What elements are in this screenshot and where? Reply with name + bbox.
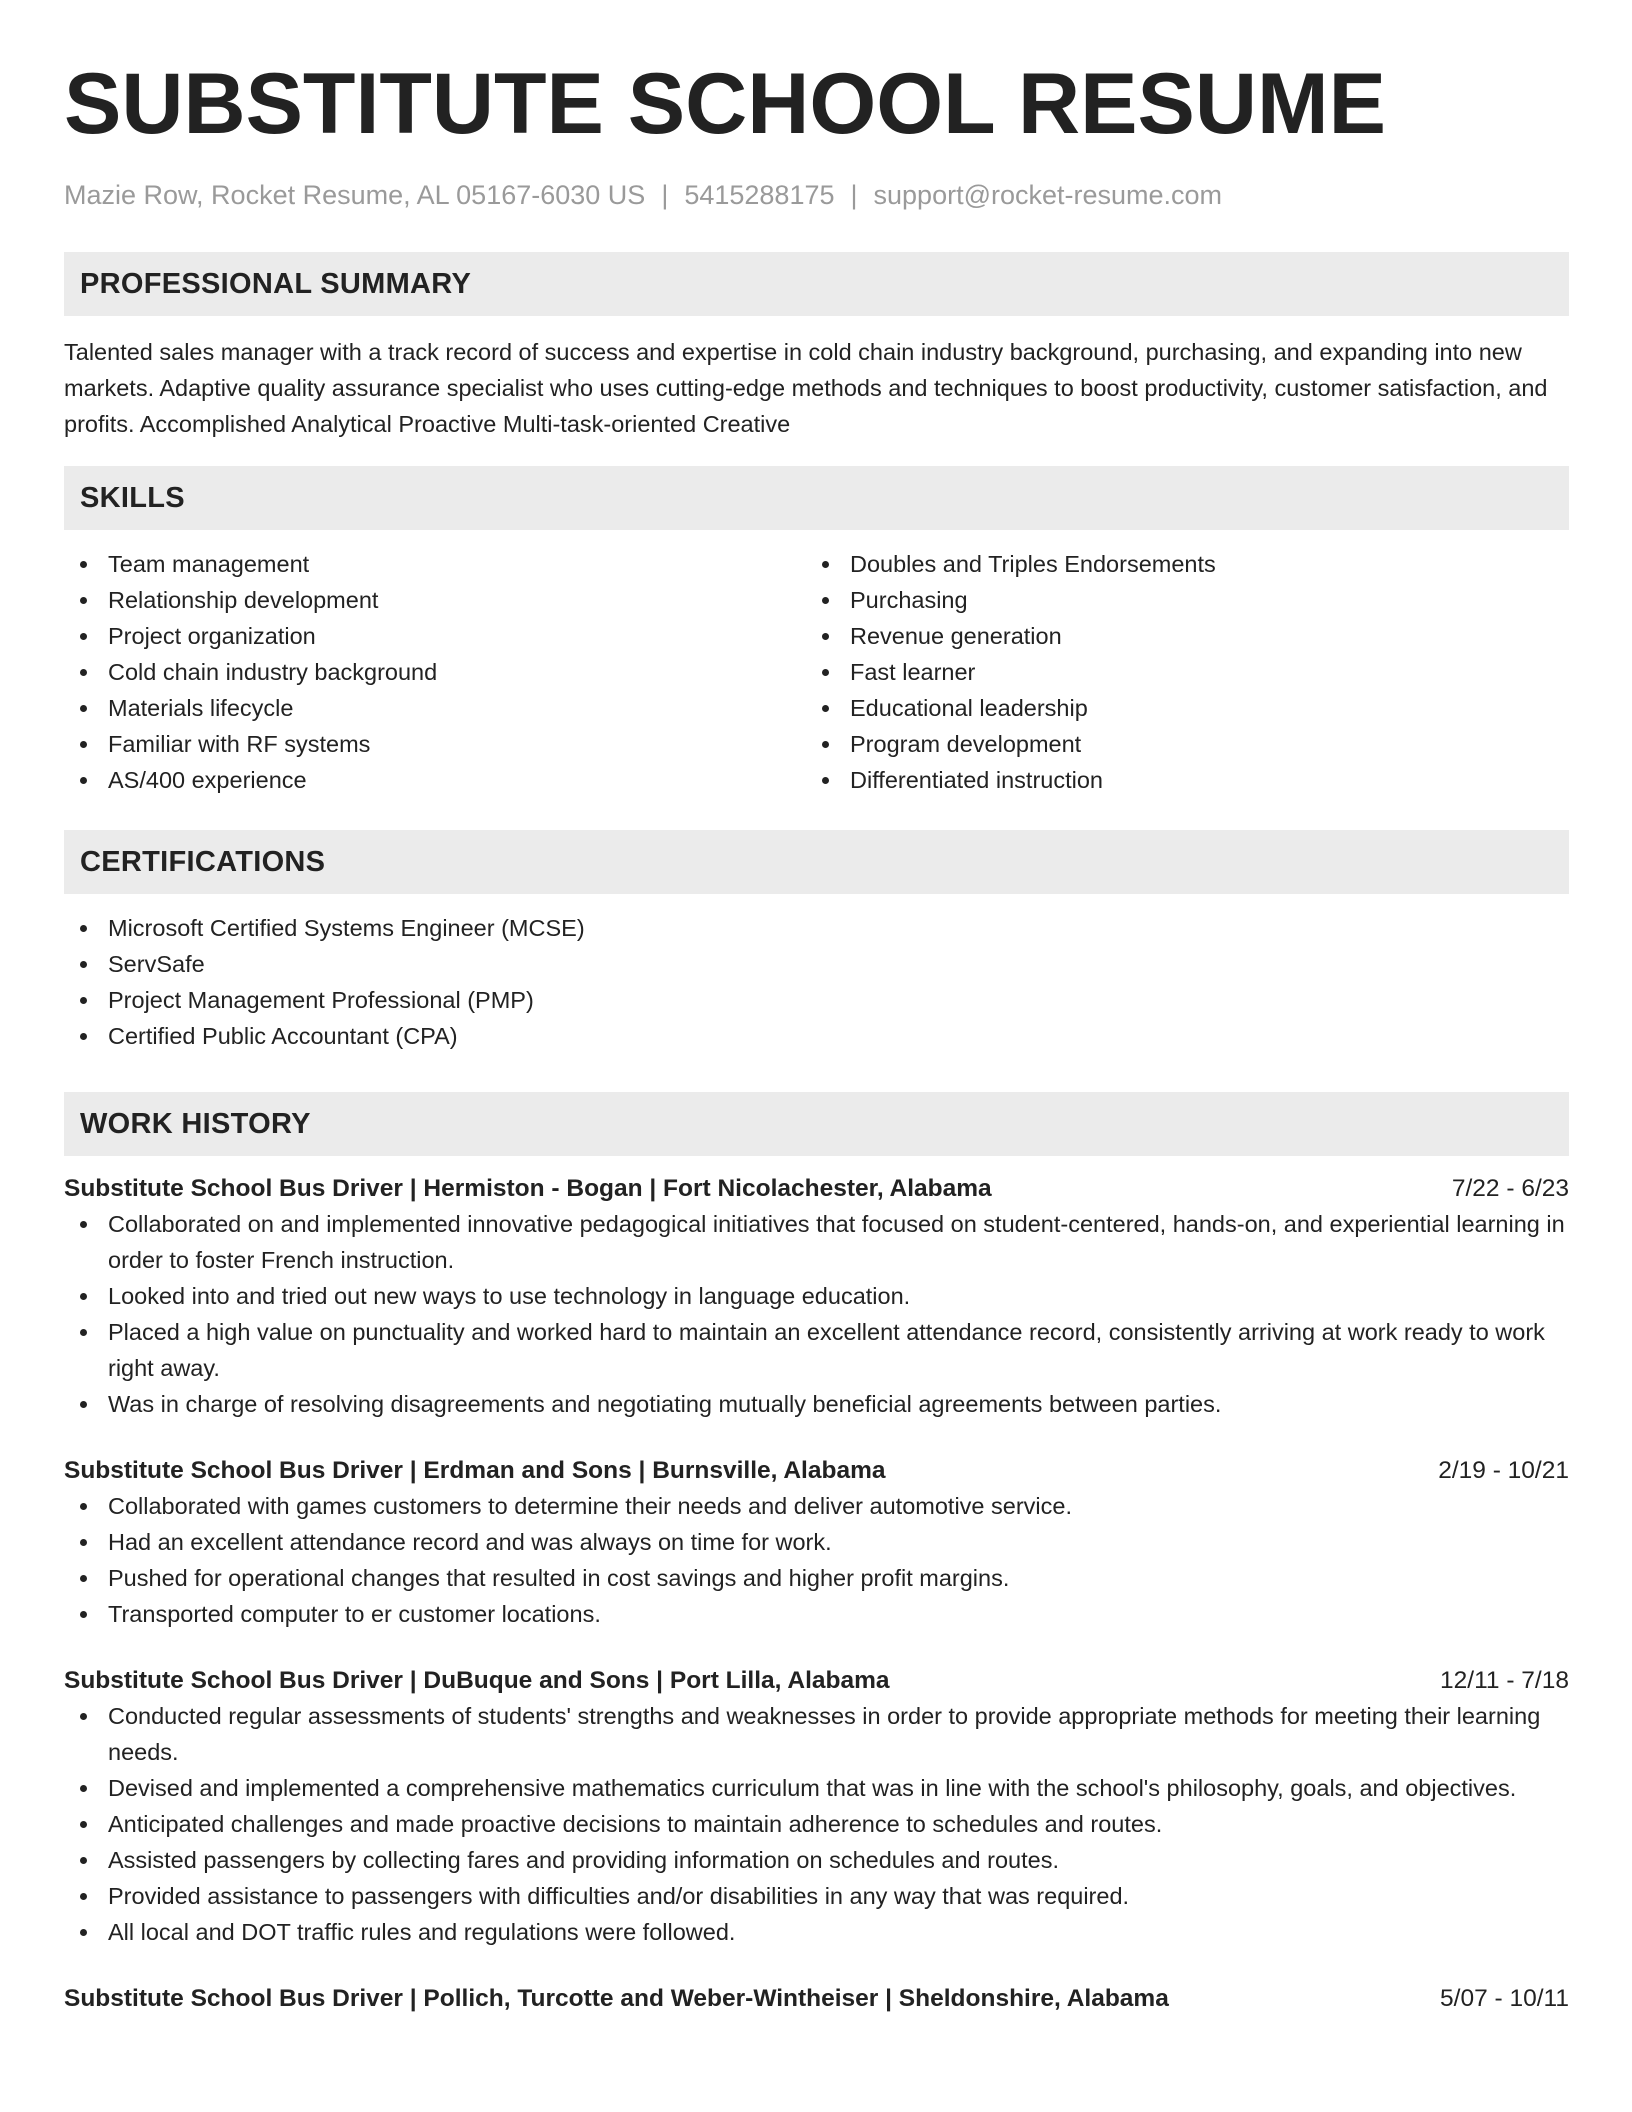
job-bullet: Collaborated on and implemented innovative pedagogical initiatives that focused on student-centered, hands-on, and experiential learning in order to foster French instruction. <box>64 1206 1569 1278</box>
job-header <box>64 1664 1569 1698</box>
job-bullet: Devised and implemented a comprehensive mathematics curriculum that was in line with the school's philosophy, goals, and objectives. <box>64 1770 1569 1806</box>
job-bullet: Provided assistance to passengers with difficulties and/or disabilities in any way that was required. <box>64 1878 1569 1914</box>
job-entry <box>64 1454 1569 1632</box>
job-bullet: Placed a high value on punctuality and worked hard to maintain an excellent attendance record, consistently arriving at work ready to work right away. <box>64 1314 1569 1386</box>
skill-item: Cold chain industry background <box>64 654 806 690</box>
skill-item: Relationship development <box>64 582 806 618</box>
skill-item: Program development <box>806 726 1548 762</box>
job-title: Substitute School Bus Driver | Pollich, Turcotte and Weber-Wintheiser | Sheldonshire, Alabama <box>64 1985 1169 2012</box>
skill-item: Doubles and Triples Endorsements <box>806 546 1548 582</box>
job-bullet: Looked into and tried out new ways to use technology in language education. <box>64 1278 1569 1314</box>
job-bullet: Was in charge of resolving disagreements and negotiating mutually beneficial agreements between parties. <box>64 1386 1569 1422</box>
job-bullet: All local and DOT traffic rules and regulations were followed. <box>64 1914 1569 1950</box>
job-entry <box>64 1982 1569 2016</box>
job-entry <box>64 1664 1569 1950</box>
job-dates: 12/11 - 7/18 <box>1440 1667 1569 1694</box>
resume-page <box>64 0 1569 2016</box>
skill-item: Differentiated instruction <box>806 762 1548 798</box>
contact-phone: 5415288175 <box>684 180 835 210</box>
contact-separator: | <box>661 180 669 210</box>
job-header <box>64 1454 1569 1488</box>
job-header <box>64 1982 1569 2016</box>
contact-address: Mazie Row, Rocket Resume, AL 05167-6030 US <box>64 180 646 210</box>
skill-item: Fast learner <box>806 654 1548 690</box>
job-bullet: Conducted regular assessments of students' strengths and weaknesses in order to provide appropriate methods for meeting their learning needs. <box>64 1698 1569 1770</box>
job-bullet: Assisted passengers by collecting fares and providing information on schedules and routes. <box>64 1842 1569 1878</box>
skills-section-header: SKILLS <box>64 466 1569 530</box>
certifications-list <box>64 910 1569 1054</box>
certifications-section-header: CERTIFICATIONS <box>64 830 1569 894</box>
resume-title: SUBSTITUTE SCHOOL RESUME <box>64 56 1386 152</box>
contact-line <box>64 178 1569 212</box>
skill-item: Familiar with RF systems <box>64 726 806 762</box>
job-bullet: Transported computer to er customer locations. <box>64 1596 1569 1632</box>
summary-section-header: PROFESSIONAL SUMMARY <box>64 252 1569 316</box>
certification-item: Certified Public Accountant (CPA) <box>64 1018 1569 1054</box>
contact-email: support@rocket-resume.com <box>873 180 1223 210</box>
job-entry <box>64 1172 1569 1422</box>
certification-item: Project Management Professional (PMP) <box>64 982 1569 1018</box>
skill-item: AS/400 experience <box>64 762 806 798</box>
skills-list-right <box>806 546 1548 798</box>
skill-item: Educational leadership <box>806 690 1548 726</box>
certification-item: Microsoft Certified Systems Engineer (MCSE) <box>64 910 1569 946</box>
job-bullets <box>64 1698 1569 1950</box>
certification-item: ServSafe <box>64 946 1569 982</box>
job-dates: 5/07 - 10/11 <box>1440 1985 1569 2012</box>
skills-list-left <box>64 546 806 798</box>
skill-item: Project organization <box>64 618 806 654</box>
skill-item: Materials lifecycle <box>64 690 806 726</box>
skill-item: Team management <box>64 546 806 582</box>
work-history-section-header: WORK HISTORY <box>64 1092 1569 1156</box>
job-header <box>64 1172 1569 1206</box>
job-dates: 2/19 - 10/21 <box>1438 1457 1569 1484</box>
job-bullet: Pushed for operational changes that resulted in cost savings and higher profit margins. <box>64 1560 1569 1596</box>
job-bullets <box>64 1488 1569 1632</box>
summary-text: Talented sales manager with a track record of success and expertise in cold chain industry background, purchasing, and expanding into new markets. Adaptive quality assurance specialist who uses cutting-edge methods and techniques to boost productivity, customer satisfaction, and profits. Accomplished Analytical Proactive Multi-task-oriented Creative <box>64 339 1548 437</box>
skills-grid <box>64 546 1569 798</box>
job-bullet: Had an excellent attendance record and was always on time for work. <box>64 1524 1569 1560</box>
job-title: Substitute School Bus Driver | Hermiston - Bogan | Fort Nicolachester, Alabama <box>64 1175 992 1202</box>
job-title: Substitute School Bus Driver | DuBuque and Sons | Port Lilla, Alabama <box>64 1667 890 1694</box>
job-bullets <box>64 1206 1569 1422</box>
job-dates: 7/22 - 6/23 <box>1451 1175 1569 1202</box>
skill-item: Revenue generation <box>806 618 1548 654</box>
job-bullet: Collaborated with games customers to determine their needs and deliver automotive service. <box>64 1488 1569 1524</box>
job-bullet: Anticipated challenges and made proactive decisions to maintain adherence to schedules and routes. <box>64 1806 1569 1842</box>
job-title: Substitute School Bus Driver | Erdman and Sons | Burnsville, Alabama <box>64 1457 886 1484</box>
skill-item: Purchasing <box>806 582 1548 618</box>
contact-separator: | <box>850 180 858 210</box>
